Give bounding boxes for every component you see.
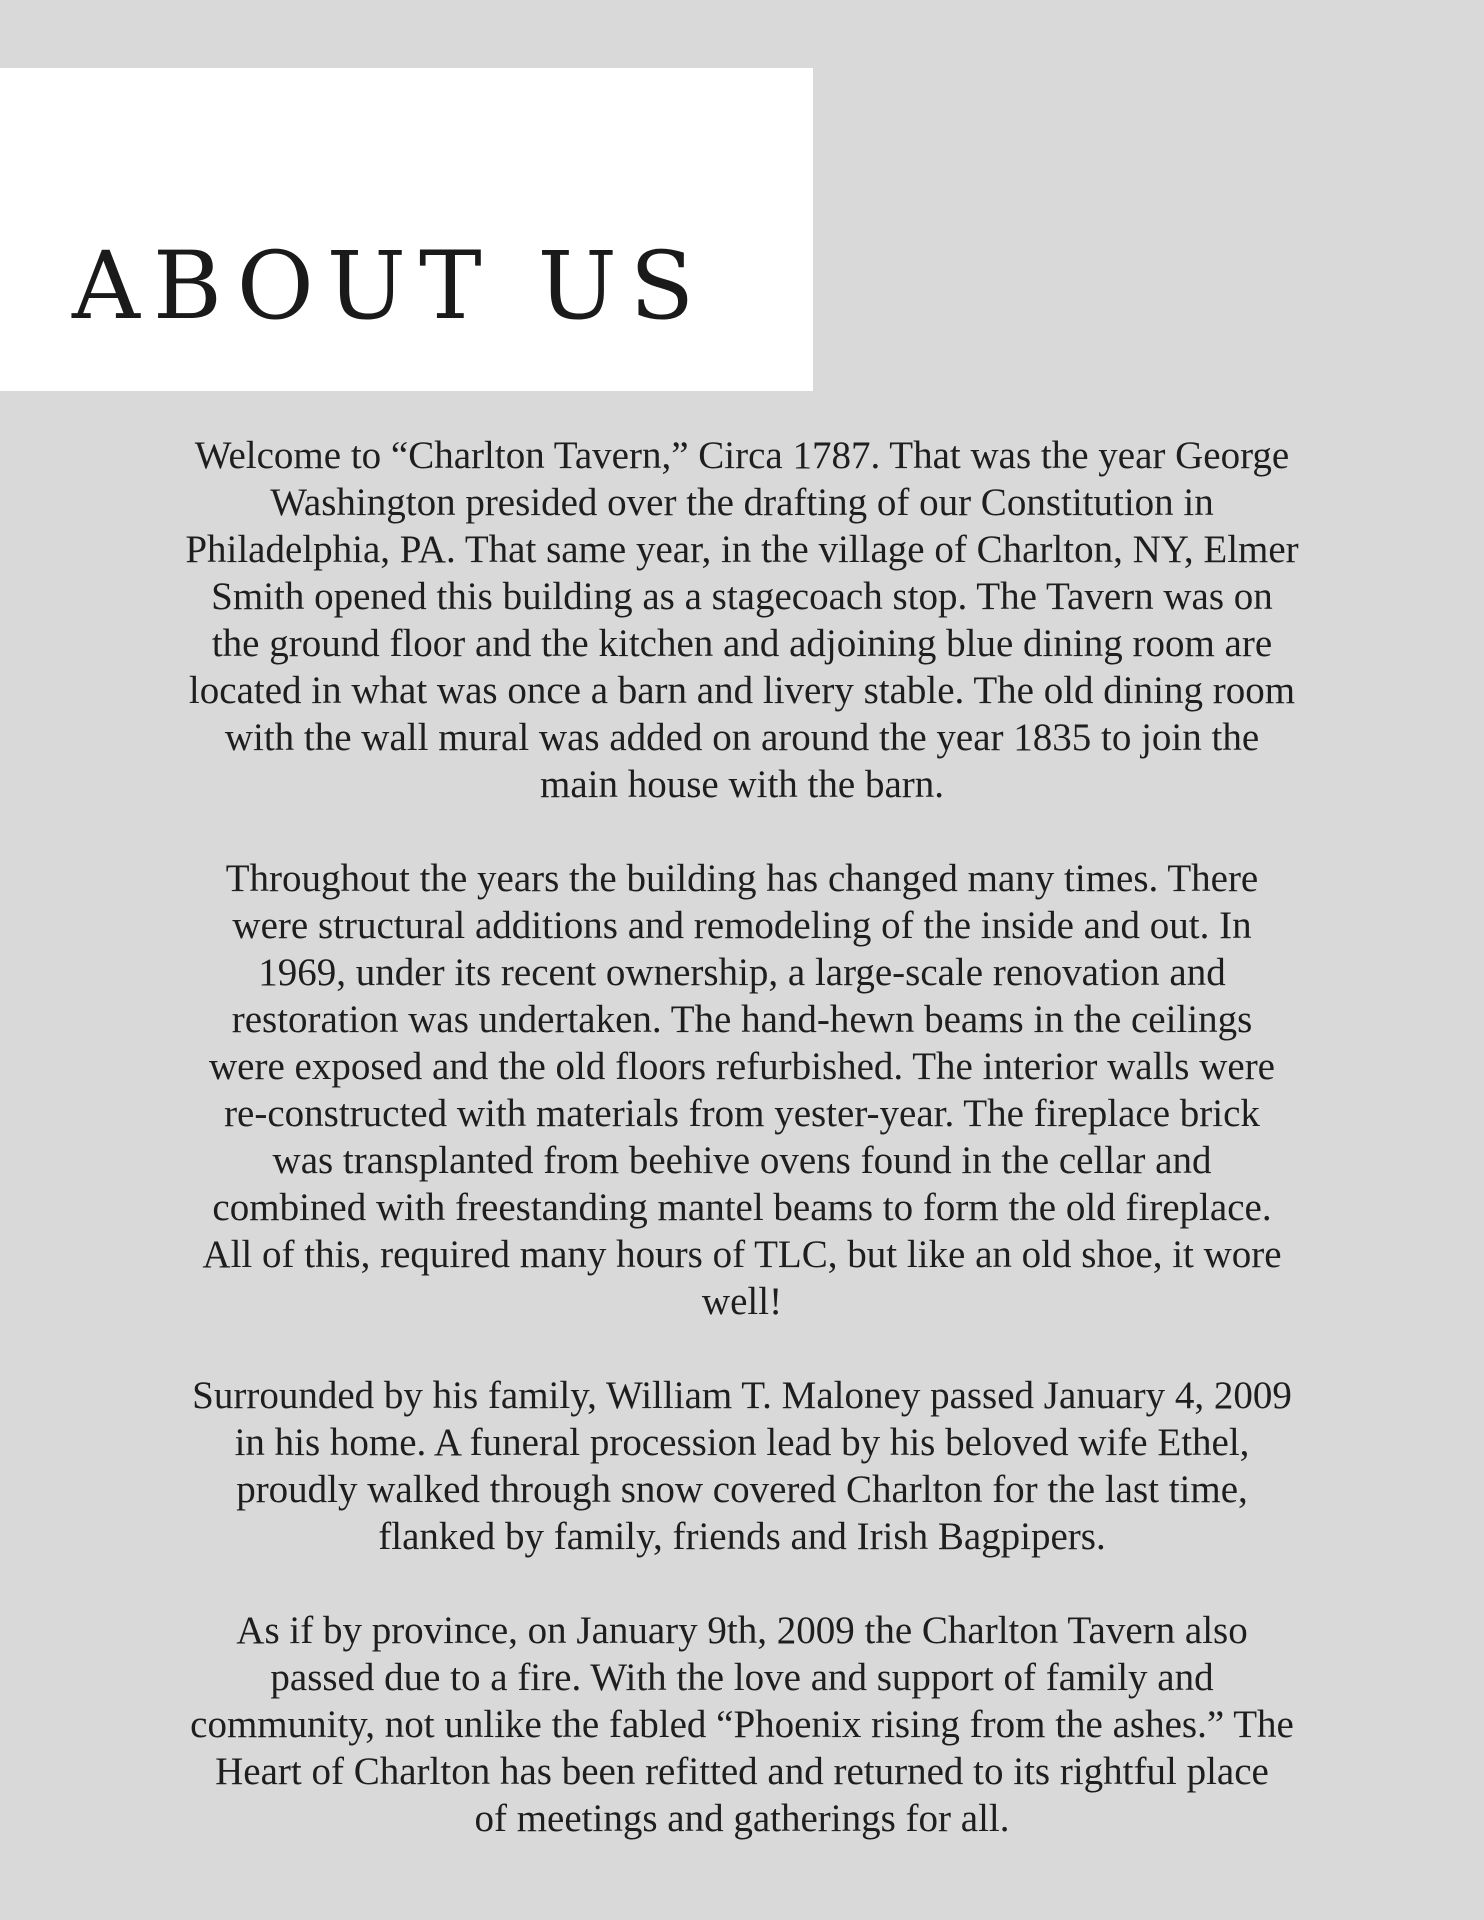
text-line: with the wall mural was added on around the year 1835 to join the bbox=[224, 716, 1260, 759]
title-box bbox=[0, 68, 813, 391]
text-line: located in what was once a barn and livery stable. The old dining room bbox=[188, 669, 1296, 712]
text-line: Philadelphia, PA. That same year, in the village of Charlton, NY, Elmer bbox=[185, 528, 1299, 571]
text-line: combined with freestanding mantel beams to form the old fireplace. bbox=[212, 1186, 1272, 1229]
text-line: re-constructed with materials from yester-year. The fireplace brick bbox=[224, 1092, 1260, 1135]
text-line: Washington presided over the drafting of our Constitution in bbox=[270, 481, 1214, 524]
text-line: was transplanted from beehive ovens found in the cellar and bbox=[272, 1139, 1212, 1182]
text-line: Surrounded by his family, William T. Maloney passed January 4, 2009 bbox=[192, 1374, 1292, 1417]
text-line: All of this, required many hours of TLC, but like an old shoe, it wore bbox=[202, 1233, 1282, 1276]
text-line: Throughout the years the building has changed many times. There bbox=[225, 857, 1259, 900]
page-title: ABOUT US bbox=[72, 232, 708, 341]
text-line: As if by province, on January 9th, 2009 the Charlton Tavern also bbox=[236, 1609, 1248, 1652]
text-line: in his home. A funeral procession lead by his beloved wife Ethel, bbox=[234, 1421, 1250, 1464]
text-line: 1969, under its recent ownership, a large-scale renovation and bbox=[258, 951, 1226, 994]
text-line: proudly walked through snow covered Charlton for the last time, bbox=[236, 1468, 1248, 1511]
text-line: flanked by family, friends and Irish Bagpipers. bbox=[378, 1515, 1106, 1558]
text-line: passed due to a fire. With the love and support of family and bbox=[270, 1656, 1214, 1699]
text-line: well! bbox=[701, 1280, 783, 1323]
text-line: of meetings and gatherings for all. bbox=[474, 1797, 1010, 1840]
paragraph-renovation bbox=[80, 855, 1404, 1325]
text-line: community, not unlike the fabled “Phoenix rising from the ashes.” The bbox=[190, 1703, 1294, 1746]
text-line: main house with the barn. bbox=[540, 763, 944, 806]
text-line: were exposed and the old floors refurbished. The interior walls were bbox=[208, 1045, 1275, 1088]
text-line: Welcome to “Charlton Tavern,” Circa 1787. That was the year George bbox=[194, 434, 1290, 477]
text-line: Heart of Charlton has been refitted and returned to its rightful place bbox=[215, 1750, 1269, 1793]
about-content bbox=[80, 432, 1404, 1842]
text-line: Smith opened this building as a stagecoach stop. The Tavern was on bbox=[211, 575, 1273, 618]
paragraph-rebirth bbox=[80, 1607, 1404, 1842]
text-line: the ground floor and the kitchen and adjoining blue dining room are bbox=[211, 622, 1273, 665]
paragraph-history bbox=[80, 432, 1404, 808]
text-line: were structural additions and remodeling of the inside and out. In bbox=[232, 904, 1252, 947]
text-line: restoration was undertaken. The hand-hewn beams in the ceilings bbox=[231, 998, 1253, 1041]
paragraph-memorial bbox=[80, 1372, 1404, 1560]
